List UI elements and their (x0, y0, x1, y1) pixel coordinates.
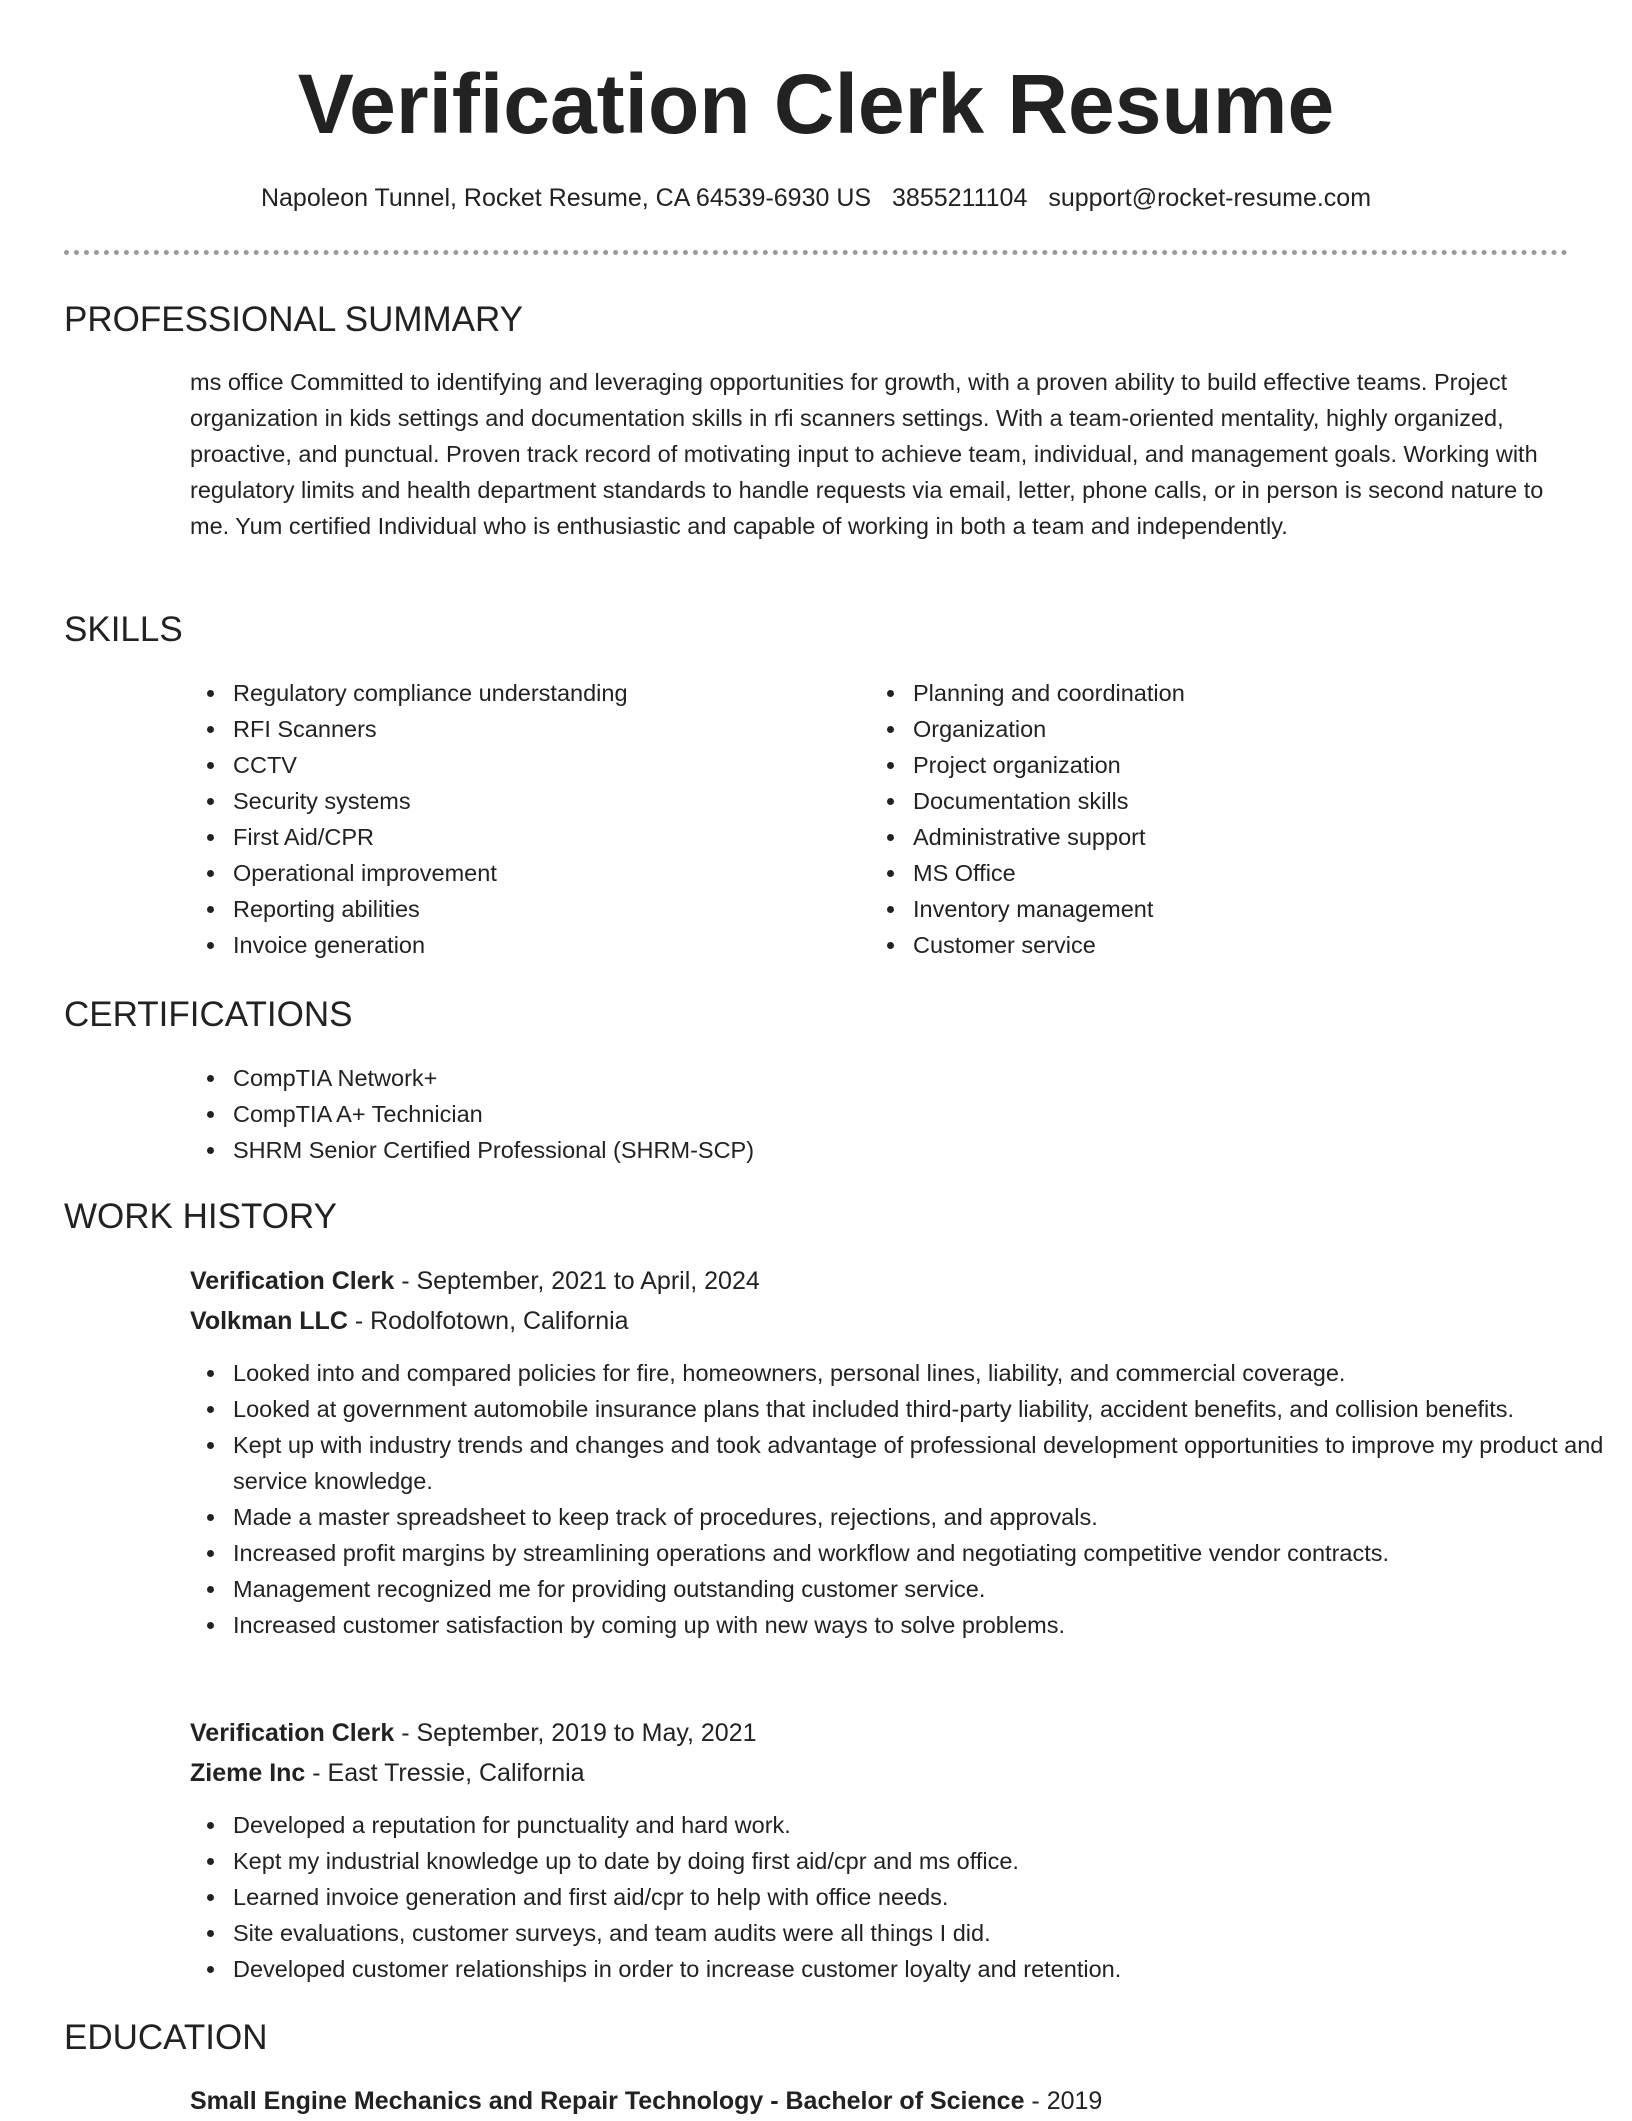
section-title-certifications: CERTIFICATIONS (64, 995, 353, 1034)
job-duty-item: Increased profit margins by streamlining operations and workflow and negotiating competitive vendor contracts. (233, 1535, 1613, 1571)
job-company-line (190, 1753, 585, 1793)
contact-address: Napoleon Tunnel, Rocket Resume, CA 64539-6930 US (260, 184, 872, 212)
skill-item: Customer service (913, 927, 1533, 963)
skill-item: Organization (913, 711, 1533, 747)
job-location: - Rodolfotown, California (347, 1307, 629, 1335)
skill-item: Project organization (913, 747, 1533, 783)
skill-item: First Aid/CPR (233, 819, 853, 855)
job-duty-item: Developed a reputation for punctuality and hard work. (233, 1807, 1613, 1843)
job-dates: - September, 2019 to May, 2021 (394, 1719, 757, 1747)
skill-item: Administrative support (913, 819, 1533, 855)
skill-item: Planning and coordination (913, 675, 1533, 711)
job-duty-item: Increased customer satisfaction by coming up with new ways to solve problems. (233, 1607, 1613, 1643)
job-dates: - September, 2021 to April, 2024 (394, 1267, 760, 1295)
skills-list-right (870, 675, 1533, 963)
job-company: Volkman LLC (190, 1307, 348, 1335)
education-line (190, 2081, 1102, 2121)
job-duty-item: Learned invoice generation and first aid/cpr to help with office needs. (233, 1879, 1613, 1915)
job-duty-item: Developed customer relationships in order to increase customer loyalty and retention. (233, 1951, 1613, 1987)
certifications-list (190, 1060, 1533, 1168)
skill-item: Reporting abilities (233, 891, 853, 927)
certification-item: SHRM Senior Certified Professional (SHRM-SCP) (233, 1132, 1533, 1168)
job-duties-list (190, 1355, 1613, 1643)
section-title-work-history: WORK HISTORY (64, 1197, 337, 1236)
skill-item: Invoice generation (233, 927, 853, 963)
skill-item: Inventory management (913, 891, 1533, 927)
job-title: Verification Clerk (190, 1719, 395, 1747)
summary-text: ms office Committed to identifying and leveraging opportunities for growth, with a proven ability to build effective teams. Project organization in kids settings and documentation skills in rfi scanners settings. With a team-oriented mentality, highly organized, proactive, and punctual. Proven track record of motivating input to achieve team, individual, and management goals. Working with regulatory limits and health department standards to handle requests via email, letter, phone calls, or in person is second nature to me. Yum certified Individual who is enthusiastic and capable of working in both a team and independently. (190, 369, 1544, 539)
job-duty-item: Looked at government automobile insurance plans that included third-party liability, accident benefits, and collision benefits. (233, 1391, 1613, 1427)
skill-item: CCTV (233, 747, 853, 783)
contact-line (0, 180, 1632, 216)
job-location: - East Tressie, California (305, 1759, 585, 1787)
skill-item: Documentation skills (913, 783, 1533, 819)
job-duty-item: Kept up with industry trends and changes and took advantage of professional development opportunities to improve my product and service knowledge. (233, 1427, 1613, 1499)
contact-phone: 3855211104 (892, 184, 1028, 212)
skill-item: Operational improvement (233, 855, 853, 891)
skill-item: Security systems (233, 783, 853, 819)
certification-item: CompTIA Network+ (233, 1060, 1533, 1096)
education-degree: Small Engine Mechanics and Repair Technology - Bachelor of Science (190, 2087, 1025, 2115)
certification-item: CompTIA A+ Technician (233, 1096, 1533, 1132)
job-company: Zieme Inc (190, 1759, 306, 1787)
skill-item: Regulatory compliance understanding (233, 675, 853, 711)
job-duty-item: Kept my industrial knowledge up to date by doing first aid/cpr and ms office. (233, 1843, 1613, 1879)
job-title-line (190, 1261, 760, 1301)
job-duty-item: Site evaluations, customer surveys, and team audits were all things I did. (233, 1915, 1613, 1951)
skill-item: RFI Scanners (233, 711, 853, 747)
job-company-line (190, 1301, 629, 1341)
job-duty-item: Made a master spreadsheet to keep track of procedures, rejections, and approvals. (233, 1499, 1613, 1535)
job-title: Verification Clerk (190, 1267, 395, 1295)
section-title-skills: SKILLS (64, 610, 183, 649)
header-divider (64, 250, 1568, 255)
job-duty-item: Looked into and compared policies for fire, homeowners, personal lines, liability, and commercial coverage. (233, 1355, 1613, 1391)
section-title-summary: PROFESSIONAL SUMMARY (64, 300, 523, 339)
education-year: - 2019 (1024, 2087, 1103, 2115)
job-duty-item: Management recognized me for providing outstanding customer service. (233, 1571, 1613, 1607)
job-duties-list (190, 1807, 1613, 1987)
skill-item: MS Office (913, 855, 1533, 891)
resume-title: Verification Clerk Resume (297, 57, 1335, 151)
contact-email: support@rocket-resume.com (1048, 184, 1372, 212)
skills-list-left (190, 675, 853, 963)
job-title-line (190, 1713, 757, 1753)
section-title-education: EDUCATION (64, 2018, 268, 2057)
